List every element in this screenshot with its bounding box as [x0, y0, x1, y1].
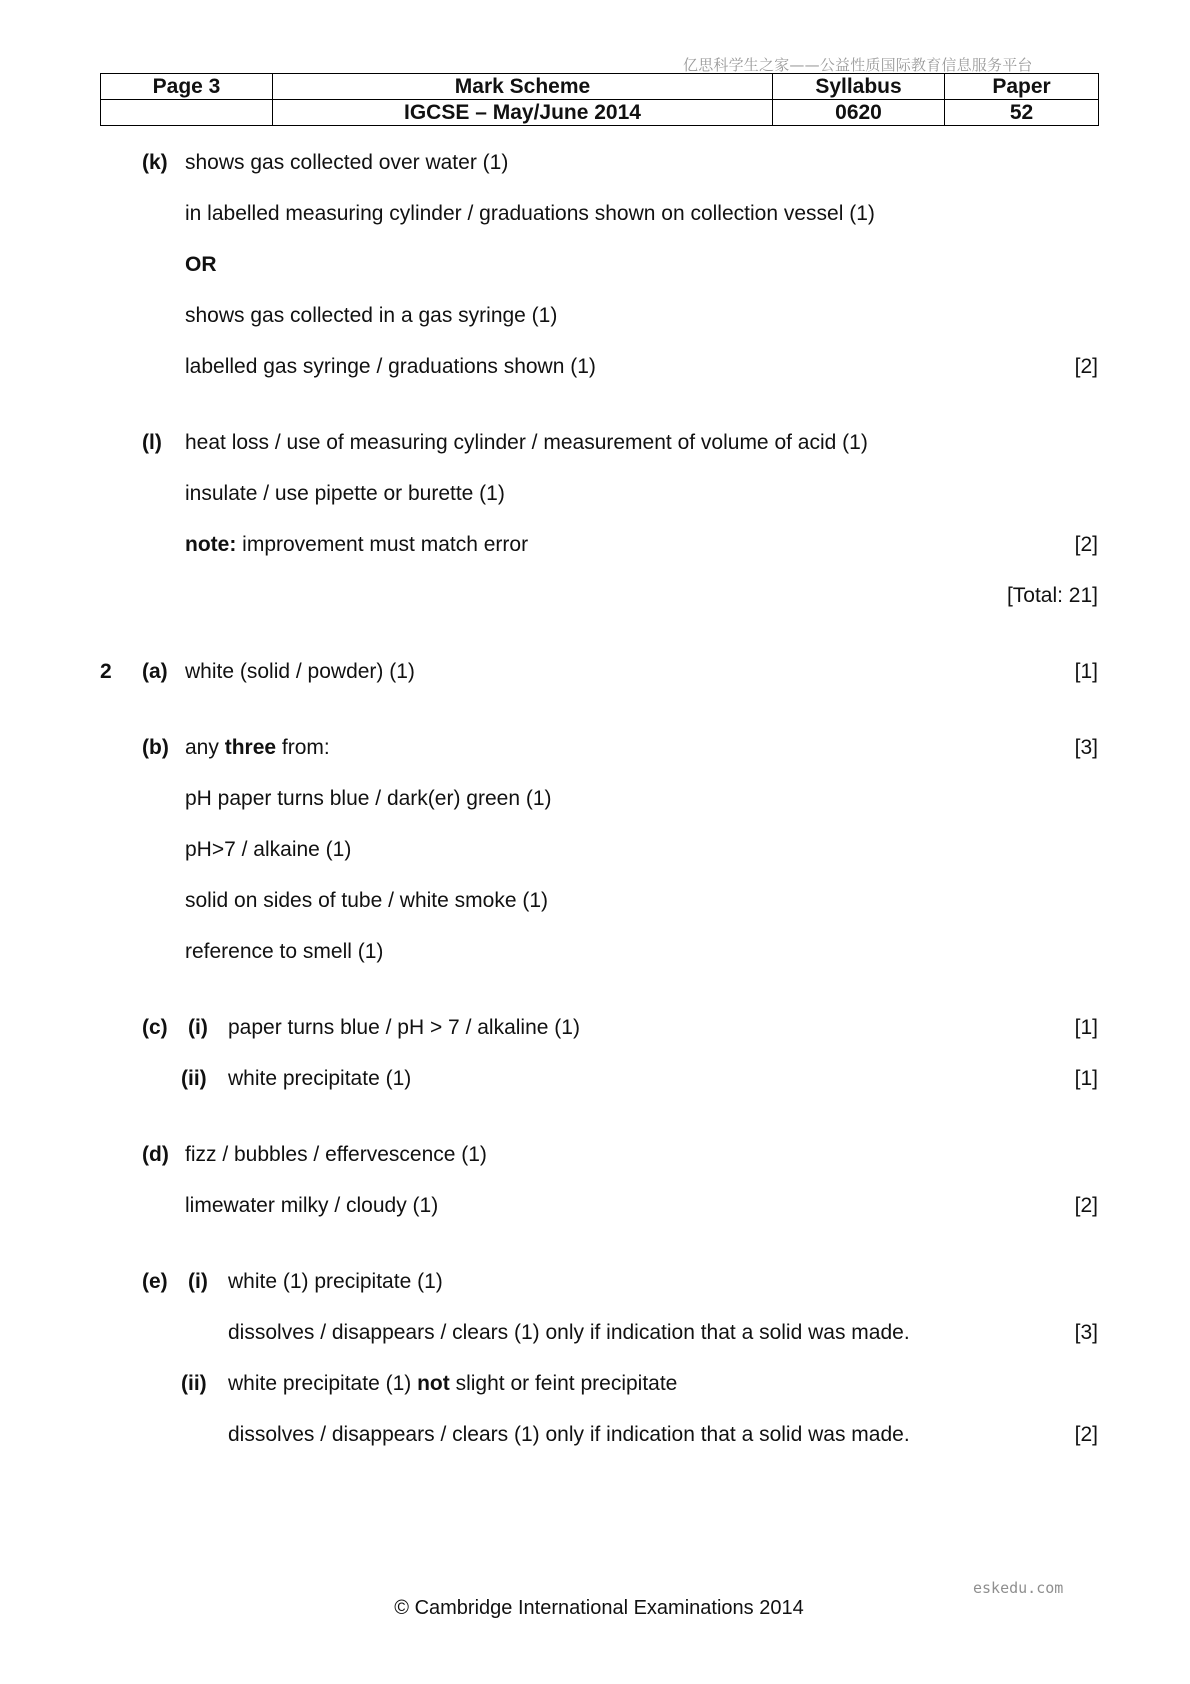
q2c-i-mark: [1]	[1074, 1016, 1098, 1039]
q2a-text: white (solid / powder) (1)	[185, 660, 415, 683]
header-paper-label: Paper	[945, 74, 1099, 100]
q2b-item: reference to smell (1)	[185, 940, 384, 963]
q2e-ii-mark: [2]	[1074, 1423, 1098, 1446]
q1k-line-4: labelled gas syringe / graduations shown (1)	[185, 355, 596, 378]
q2d-label: (d)	[142, 1143, 169, 1166]
q2a-mark: [1]	[1074, 660, 1098, 683]
q2a-label: (a)	[142, 660, 168, 683]
q2d-line-1: fizz / bubbles / effervescence (1)	[185, 1143, 487, 1166]
q2d-mark: [2]	[1074, 1194, 1098, 1217]
q2b-label: (b)	[142, 736, 169, 759]
q2c-i-label: (i)	[188, 1016, 208, 1039]
watermark-bottom: eskedu.com	[973, 1579, 1064, 1597]
q2e-ii-line-2: dissolves / disappears / clears (1) only if indication that a solid was made.	[228, 1423, 910, 1446]
header-table	[100, 73, 1099, 126]
q1k-line-2: in labelled measuring cylinder / graduations shown on collection vessel (1)	[185, 202, 875, 225]
q1k-or: OR	[185, 253, 217, 276]
q2b-intro-bold: three	[224, 736, 277, 759]
q2b-mark: [3]	[1074, 736, 1098, 759]
q2c-ii-mark: [1]	[1074, 1067, 1098, 1090]
q1l-line-2: insulate / use pipette or burette (1)	[185, 482, 505, 505]
header-exam: IGCSE – May/June 2014	[273, 100, 773, 126]
q2b-item: pH paper turns blue / dark(er) green (1)	[185, 787, 552, 810]
q2c-ii-label: (ii)	[181, 1067, 207, 1090]
header-empty-cell	[101, 100, 273, 126]
footer-copyright: © Cambridge International Examinations 2014	[394, 1597, 804, 1619]
q2c-label: (c)	[142, 1016, 168, 1039]
q1l-note	[185, 532, 528, 558]
q2e-i-label: (i)	[188, 1270, 208, 1293]
q2b-item: solid on sides of tube / white smoke (1)	[185, 889, 549, 912]
q2c-i-text: paper turns blue / pH > 7 / alkaline (1)	[228, 1016, 580, 1039]
q1l-label: (l)	[142, 431, 162, 454]
q2-number: 2	[100, 660, 112, 683]
header-syllabus-code: 0620	[773, 100, 945, 126]
q2e-label: (e)	[142, 1270, 168, 1293]
q2e-ii-pre: white precipitate (1)	[228, 1372, 418, 1395]
q1-total: [Total: 21]	[1006, 584, 1098, 607]
q2b-intro-pre: any	[185, 736, 225, 759]
q1k-label: (k)	[142, 151, 168, 174]
q1l-line-1: heat loss / use of measuring cylinder / measurement of volume of acid (1)	[185, 431, 868, 454]
q1l-note-text: improvement must match error	[236, 533, 529, 556]
q2b-intro-post: from:	[276, 736, 330, 759]
q1k-line-3: shows gas collected in a gas syringe (1)	[185, 304, 558, 327]
header-page: Page 3	[101, 74, 273, 100]
q2e-ii-line-1	[228, 1371, 677, 1397]
q2e-ii-label: (ii)	[181, 1372, 207, 1395]
q2b-item: pH>7 / alkaine (1)	[185, 838, 352, 861]
header-paper-number: 52	[945, 100, 1099, 126]
q2e-i-line-2: dissolves / disappears / clears (1) only if indication that a solid was made.	[228, 1321, 910, 1344]
q2d-line-2: limewater milky / cloudy (1)	[185, 1194, 439, 1217]
q2e-i-line-1: white (1) precipitate (1)	[228, 1270, 443, 1293]
q2c-ii-text: white precipitate (1)	[228, 1067, 412, 1090]
header-mark-scheme: Mark Scheme	[273, 74, 773, 100]
q1l-note-bold: note:	[185, 533, 237, 556]
q2e-i-mark: [3]	[1074, 1321, 1098, 1344]
q2e-ii-post: slight or feint precipitate	[449, 1372, 678, 1395]
watermark-top: 亿思科学生之家——公益性质国际教育信息服务平台	[683, 56, 1033, 74]
q1k-mark: [2]	[1074, 355, 1098, 378]
header-syllabus-label: Syllabus	[773, 74, 945, 100]
q2e-ii-bold: not	[417, 1372, 450, 1395]
q1k-line-1: shows gas collected over water (1)	[185, 151, 509, 174]
q1l-mark: [2]	[1074, 533, 1098, 556]
q2b-intro	[185, 735, 330, 761]
